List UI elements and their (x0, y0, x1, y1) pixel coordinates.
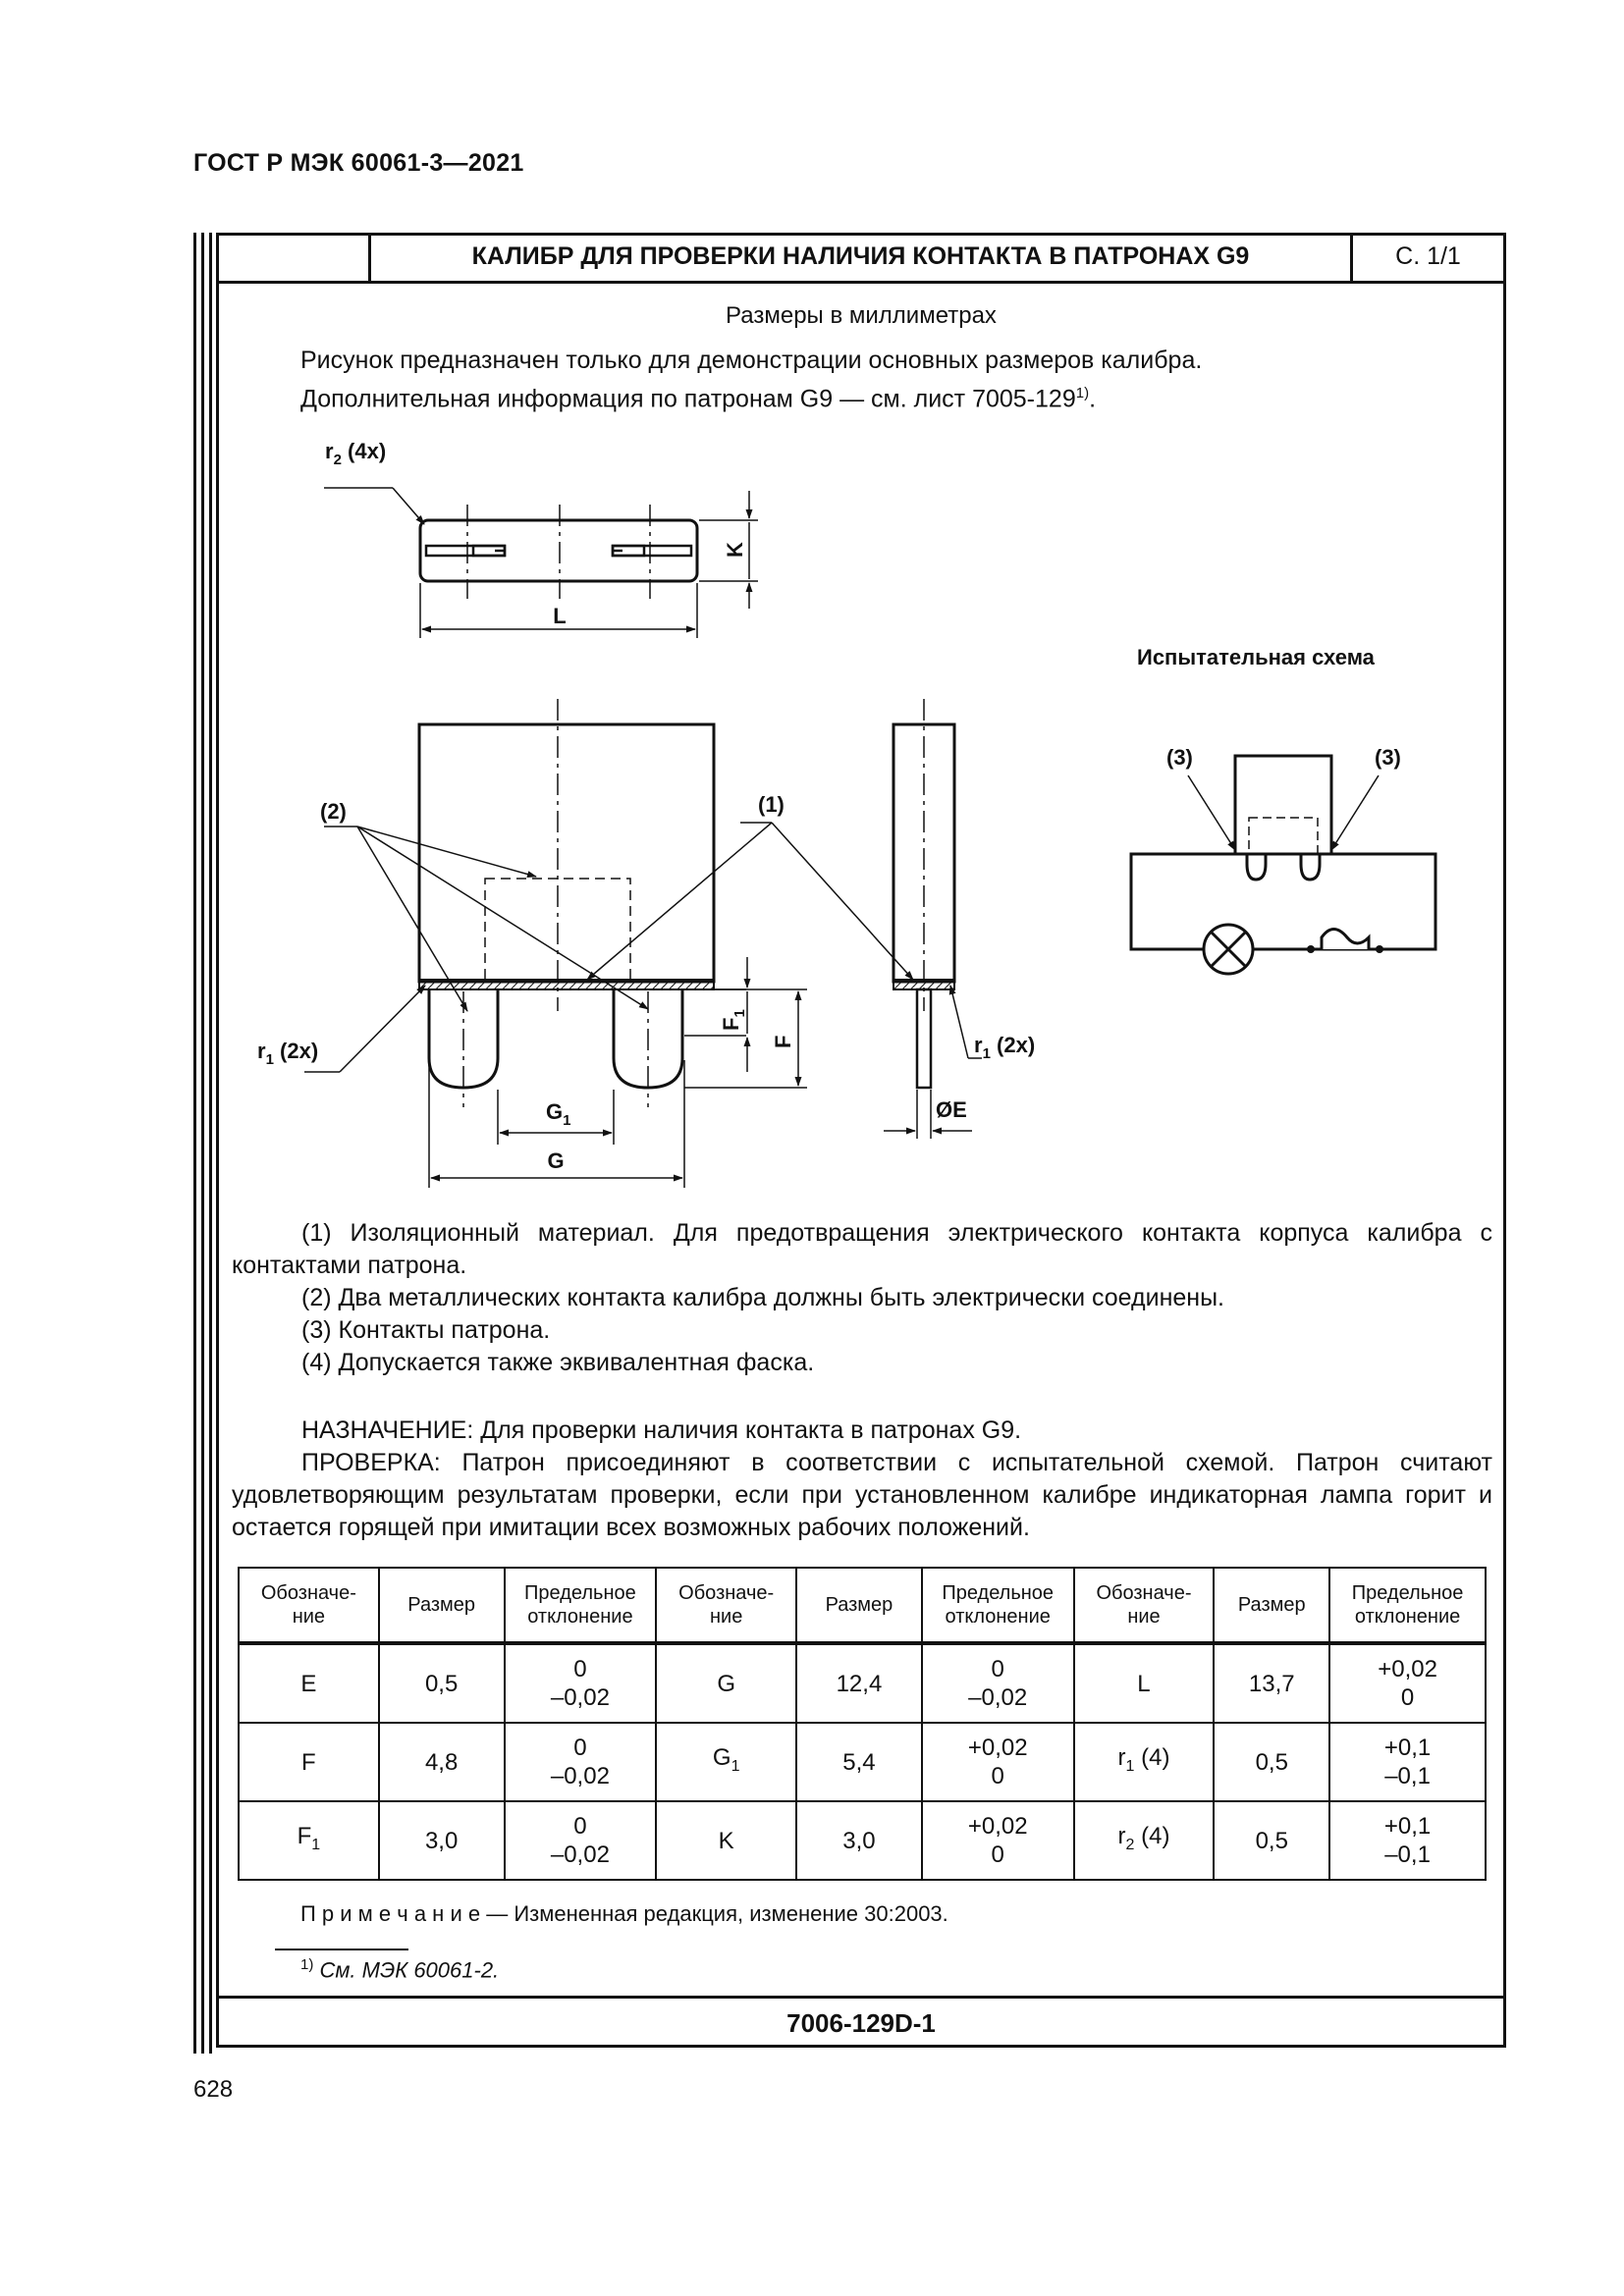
G1-label: $G_1$ (546, 1099, 571, 1129)
note-1: (1) Изоляционный материал. Для предотвращения электрического контакта корпуса калибра с контактами патрона. (232, 1219, 1492, 1279)
table-cell: 3,0 (379, 1801, 505, 1880)
table-cell: +0,02 0 (1329, 1643, 1486, 1723)
K-label: K (723, 542, 747, 558)
intro-line-1: Рисунок предназначен только для демонстрации основных размеров калибра. (300, 347, 1203, 374)
L-label: L (553, 604, 567, 628)
note-2: (2) Два металлических контакта калибра должны быть электрически соединены. (301, 1284, 1225, 1311)
check-text: ПРОВЕРКА: Патрон присоединяют в соответствии с испытательной схемой. Патрон считают удовлетворяющим результатам проверки, если при установленном калибре индикаторная лампа горит и остается горящей при имитации всех возможных рабочих положений. (232, 1449, 1492, 1541)
sheet-title: КАЛИБР ДЛЯ ПРОВЕРКИ НАЛИЧИЯ КОНТАКТА В ПАТРОНАХ G9 (371, 233, 1353, 281)
table-cell: +0,02 0 (922, 1723, 1074, 1801)
table-cell: F (239, 1723, 379, 1801)
table-cell: 5,4 (796, 1723, 922, 1801)
table-cell: L (1074, 1643, 1215, 1723)
purpose-block (232, 1415, 1492, 1544)
top-view-body (420, 520, 697, 581)
callout-2: (2) (320, 799, 347, 824)
table-cell: $F_1$ (239, 1801, 379, 1880)
r2-label: $r_2$ (4x) (325, 439, 387, 468)
test-scheme-title: Испытательная схема (1137, 645, 1375, 669)
power-source-symbol (1322, 930, 1369, 950)
G-label: G (547, 1148, 565, 1173)
note-label: П р и м е ч а н и е (300, 1901, 481, 1926)
footnote-ref: 1) (1075, 385, 1090, 401)
dimensions-table (238, 1567, 1487, 1881)
table-cell: $r_2$ (4) (1074, 1801, 1215, 1880)
table-header-cell: Предельное отклонение (1329, 1568, 1486, 1643)
callout-3-right: (3) (1375, 745, 1401, 770)
table-cell: G (656, 1643, 796, 1723)
table-cell: 12,4 (796, 1643, 922, 1723)
table-cell: +0,1 –0,1 (1329, 1801, 1486, 1880)
top-view-slot-left-full (426, 546, 505, 556)
sheet-number: С. 1/1 (1395, 242, 1461, 270)
table-cell: 3,0 (796, 1801, 922, 1880)
table-cell: E (239, 1643, 379, 1723)
units-label: Размеры в миллиметрах (726, 302, 997, 329)
E-label: ØE (936, 1097, 967, 1122)
table-header-cell: Предельное отклонение (505, 1568, 657, 1643)
table-cell: +0,1 –0,1 (1329, 1723, 1486, 1801)
sheet-code: 7006-129D-1 (216, 1996, 1506, 2048)
footnote-separator (275, 1949, 408, 1950)
r1-label-left: $r_1$ (2x) (257, 1039, 319, 1068)
note-3: (3) Контакты патрона. (301, 1316, 551, 1344)
table-header-cell: Предельное отклонение (922, 1568, 1074, 1643)
table-header-row (239, 1568, 1486, 1643)
table-header-cell: Размер (379, 1568, 505, 1643)
table-header-cell: Размер (796, 1568, 922, 1643)
document-header: ГОСТ Р МЭК 60061-3—2021 (193, 149, 524, 177)
table-header-cell: Размер (1214, 1568, 1329, 1643)
callout-3-left: (3) (1166, 745, 1193, 770)
table-cell: $G_1$ (656, 1723, 796, 1801)
table-header-cell: Обозначе- ние (239, 1568, 379, 1643)
front-view-body (419, 724, 714, 982)
table-header-cell: Обозначе- ние (1074, 1568, 1215, 1643)
note-text: — Измененная редакция, изменение 30:2003. (480, 1901, 948, 1926)
table-header-cell: Обозначе- ние (656, 1568, 796, 1643)
footnote (300, 1956, 499, 1983)
table-row (239, 1643, 1486, 1723)
F-label: F (771, 1035, 795, 1048)
table-cell: K (656, 1801, 796, 1880)
purpose-text: НАЗНАЧЕНИЕ: Для проверки наличия контакта в патронах G9. (301, 1416, 1022, 1444)
note-4: (4) Допускается также эквивалентная фаска. (301, 1349, 815, 1376)
table-cell: 4,8 (379, 1723, 505, 1801)
table-cell: 0,5 (379, 1643, 505, 1723)
test-scheme-hidden-contacts (1249, 818, 1318, 854)
table-cell: 13,7 (1214, 1643, 1329, 1723)
table-cell: 0,5 (1214, 1723, 1329, 1801)
intro-line-2-end: . (1089, 385, 1097, 413)
insulation-layer (419, 980, 714, 989)
table-cell: +0,02 0 (922, 1801, 1074, 1880)
test-scheme-circuit (1131, 854, 1435, 949)
callout-1: (1) (758, 792, 785, 817)
table-cell: 0 –0,02 (505, 1643, 657, 1723)
table-row (239, 1801, 1486, 1880)
table-note (300, 1901, 948, 1927)
page-number: 628 (193, 2076, 234, 2103)
F1-label: $F_1$ (719, 1009, 748, 1031)
intro-line-2-text: Дополнительная информация по патронам G9 — см. лист 7005-129 (300, 385, 1076, 413)
table-cell: 0 –0,02 (505, 1801, 657, 1880)
table-cell: 0 –0,02 (922, 1643, 1074, 1723)
table-cell: $r_1$ (4) (1074, 1723, 1215, 1801)
table-cell: 0 –0,02 (505, 1723, 657, 1801)
footnote-text: См. МЭК 60061-2. (313, 1957, 500, 1983)
r1-label-right: $r_1$ (2x) (974, 1033, 1036, 1062)
top-view-slot-right-full (613, 546, 691, 556)
table-row (239, 1723, 1486, 1801)
table-cell: 0,5 (1214, 1801, 1329, 1880)
footnote-mark: 1) (300, 1956, 314, 1973)
notes-block (232, 1217, 1492, 1379)
